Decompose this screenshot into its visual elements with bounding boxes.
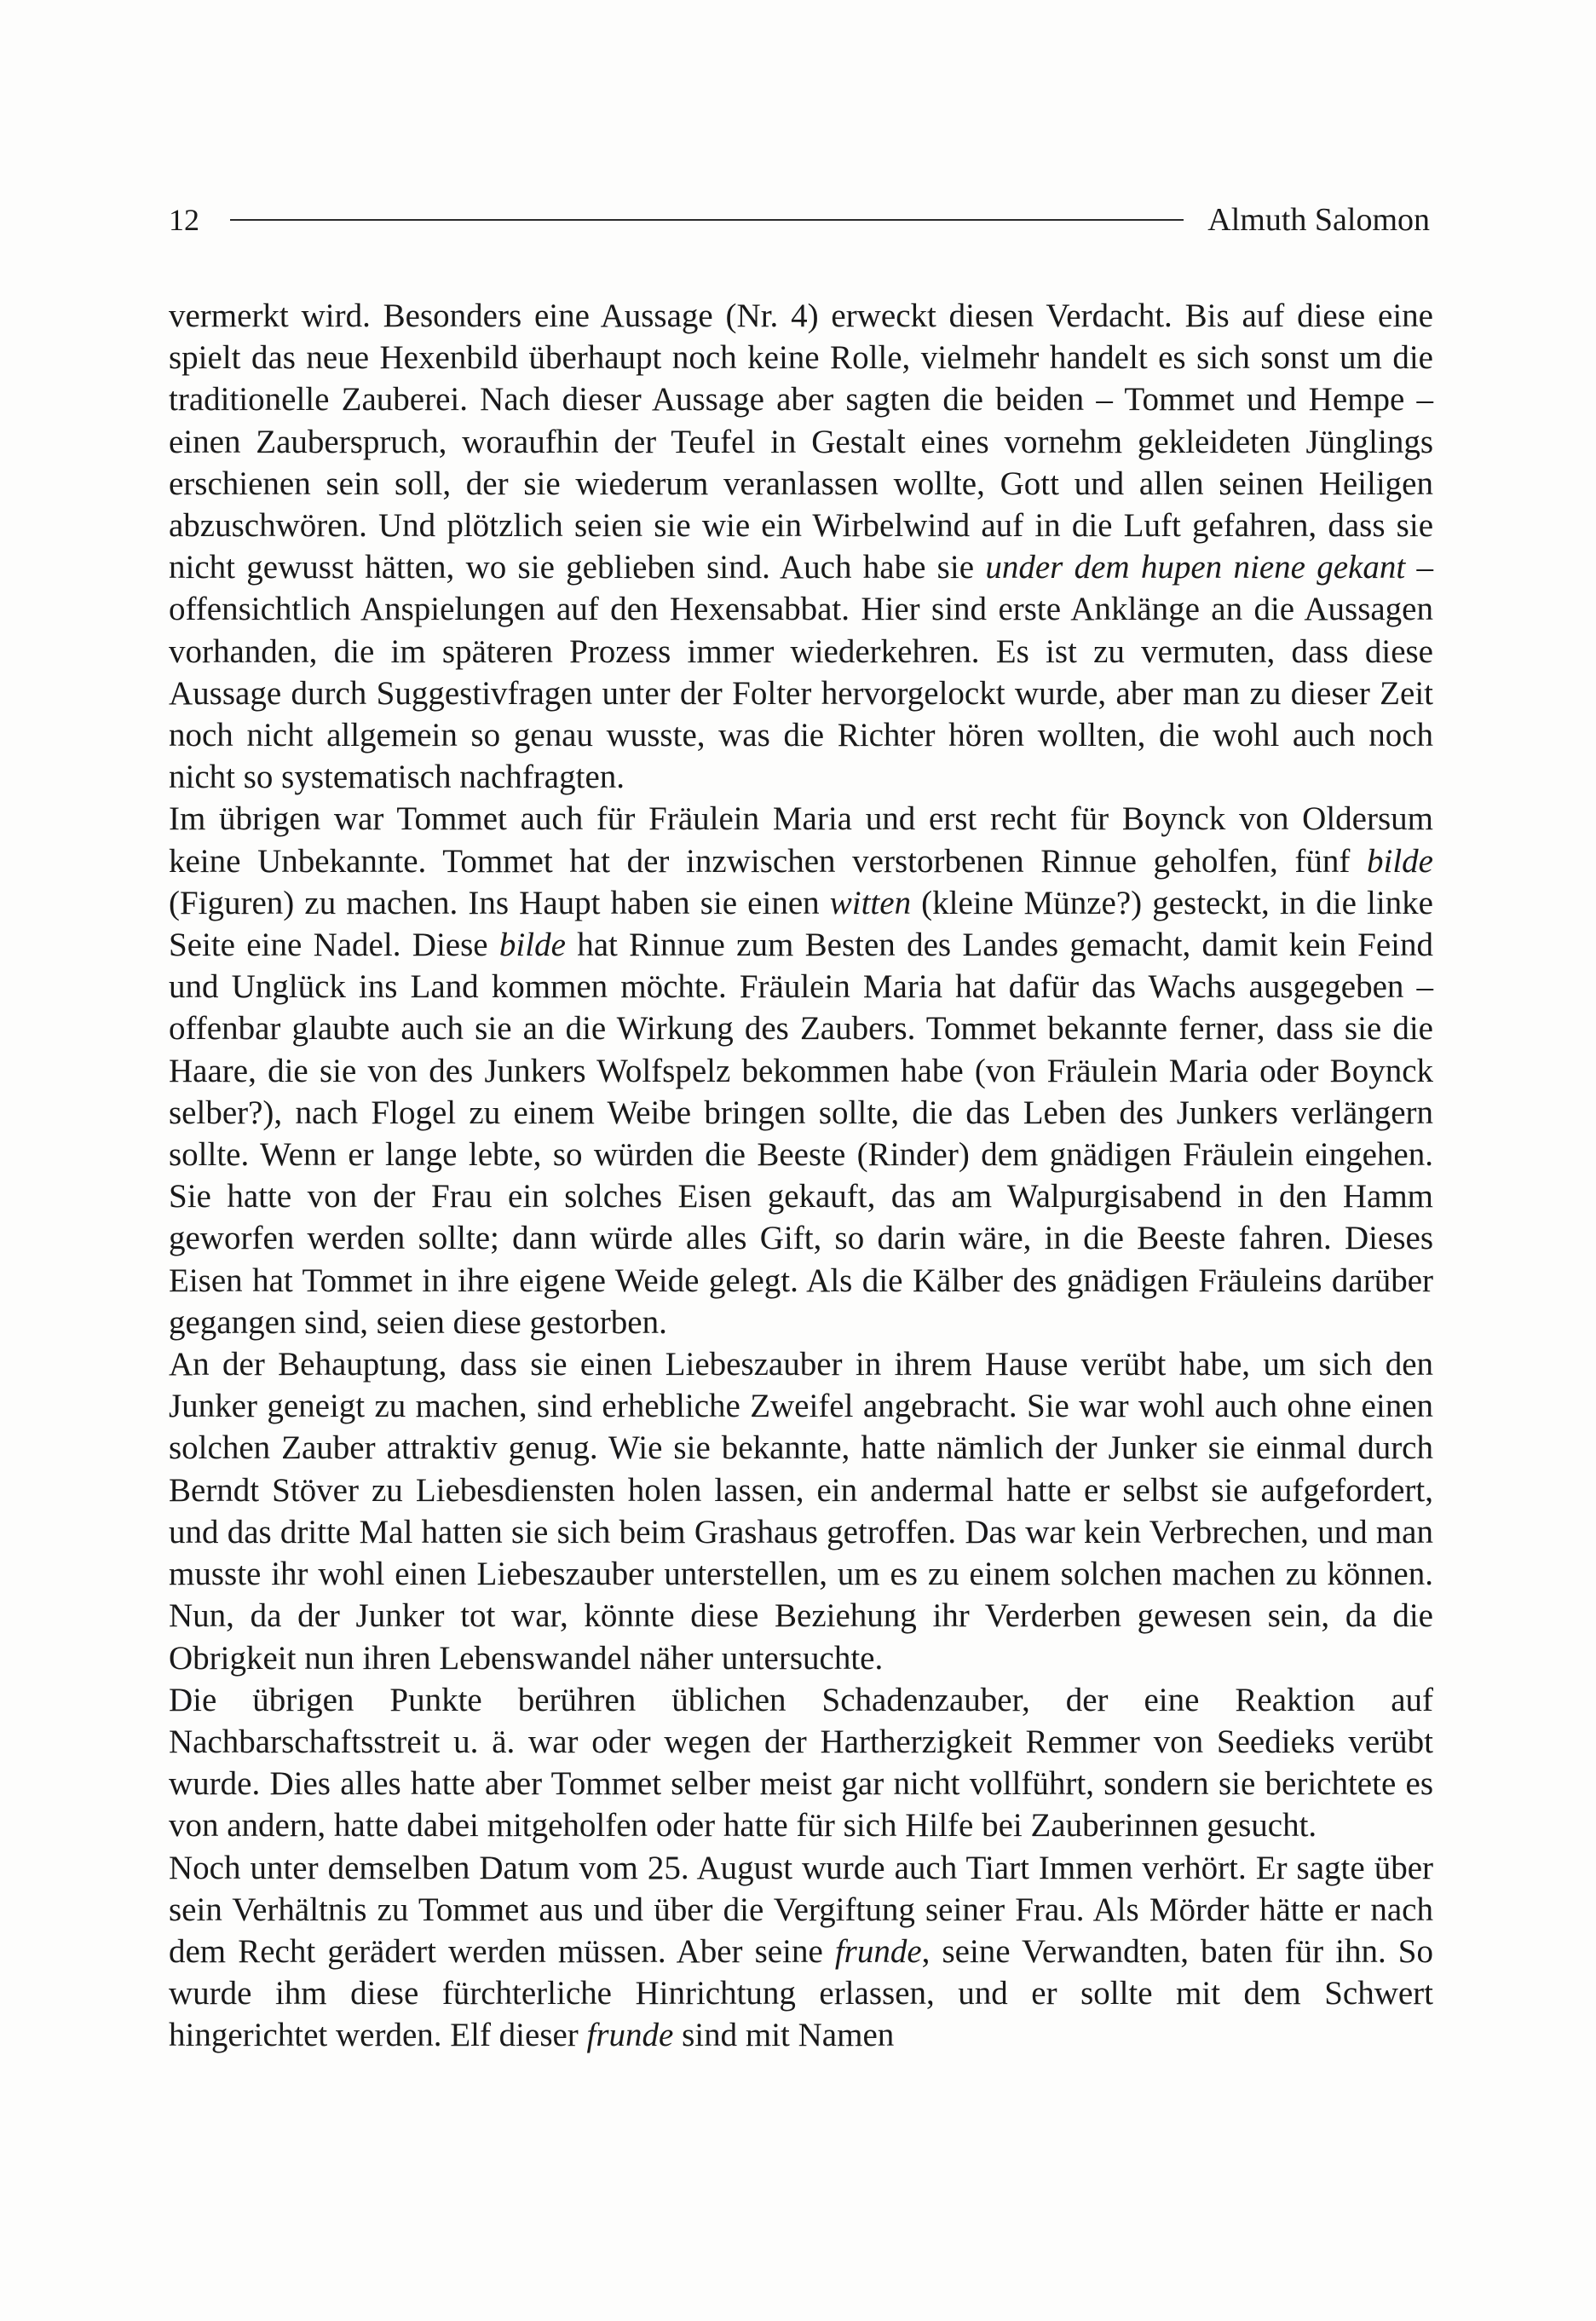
text-run: (Figuren) zu machen. Ins Haupt haben sie einen <box>169 884 830 921</box>
header-rule <box>230 219 1184 221</box>
text-run: Im übrigen war Tommet auch für Fräulein Maria und erst recht für Boynck von Oldersum keine Unbekannte. Tommet hat der inzwischen verstorbenen Rinnue geholfen, fünf <box>169 800 1433 880</box>
text-run: Noch unter demselben Datum vom 25. August wurde auch Tiart Immen verhört. Er sagte über sein Verhältnis zu Tommet aus und über die Vergiftung seiner Frau. Als Mörder hätte er nach dem Recht gerädert werden müssen. Aber seine <box>169 1849 1433 1970</box>
italic-term: bilde <box>1367 842 1433 880</box>
text-run: sind mit Namen <box>673 2017 895 2054</box>
text-run: vermerkt wird. Besonders eine Aussage (Nr. 4) erweckt diesen Verdacht. Bis auf diese eine spielt das neue Hexenbild überhaupt noch keine Rolle, vielmehr handelt es sich sonst um die traditionelle Zauberei. Nach dieser Aussage aber sagten die beiden – Tommet und Hempe – einen Zauberspruch, woraufhin der Teufel in Gestalt eines vornehm gekleideten Jünglings erschienen sein soll, der sie wiederum veranlassen wollte, Gott und allen seinen Heiligen abzuschwören. Und plötzlich seien sie wie ein Wirbelwind auf in die Luft gefahren, dass sie nicht gewusst hätten, wo sie geblieben sind. Auch habe sie <box>169 297 1433 586</box>
running-header <box>169 194 1430 245</box>
page-number: 12 <box>169 203 199 237</box>
italic-term: witten <box>829 884 912 921</box>
paragraph-3 <box>169 1343 1433 1679</box>
running-author: Almuth Salomon <box>1207 202 1430 238</box>
text-run: hat Rinnue zum Besten des Landes gemacht, damit kein Feind und Unglück ins Land kommen möchte. Fräulein Maria hat dafür das Wachs ausgegeben – offenbar glaubte auch sie an die Wirkung des Zaubers. Tommet bekannte ferner, dass sie die Haare, die sie von des Junkers Wolfspelz bekommen habe (von Fräulein Maria oder Boynck selber?), nach Flogel zu einem Weibe bringen sollte, die das Leben des Junkers verlängern sollte. Wenn er lange lebte, so würden die Beeste (Rinder) dem gnädigen Fräulein eingehen. Sie hatte von der Frau ein solches Eisen gekauft, das am Walpurgisabend in den Hamm geworfen werden sollte; dann würde alles Gift, so darin wäre, in die Beeste fahren. Dieses Eisen hat Tommet in ihre eigene Weide gelegt. Als die Kälber des gnädigen Fräuleins darüber gegangen sind, seien diese gestorben. <box>169 927 1433 1341</box>
paragraph-2 <box>169 798 1433 1343</box>
italic-phrase: under dem hupen niene gekant <box>985 549 1406 586</box>
text-run: (kleine Münze?) gesteckt, in die linke Seite eine Nadel. Diese <box>169 884 1433 964</box>
text-run: , seine Verwandten, baten für ihn. So wurde ihm diese fürchterliche Hinrichtung erlassen, und er sollte mit dem Schwert hingerichtet werden. Elf dieser <box>169 1932 1433 2054</box>
body-text <box>169 295 1433 2057</box>
italic-term: bilde <box>498 927 566 964</box>
italic-term: frunde <box>834 1932 922 1970</box>
text-run: An der Behauptung, dass sie einen Liebeszauber in ihrem Hause verübt habe, um sich den Junker geneigt zu machen, sind erhebliche Zweifel angebracht. Sie war wohl auch ohne einen solchen Zauber attraktiv genug. Wie sie bekannte, hatte nämlich der Junker sie einmal durch Berndt Stöver zu Liebesdiensten holen lassen, ein andermal hatte er selbst sie aufgefordert, und das dritte Mal hatten sie sich beim Grashaus getroffen. Das war kein Verbrechen, und man musste ihr wohl einen Liebeszauber unterstellen, um es zu einem solchen machen zu können. Nun, da der Junker tot war, könnte diese Beziehung ihr Verderben gewesen sein, da die Obrigkeit nun ihren Lebenswandel näher untersuchte. <box>169 1346 1433 1677</box>
text-run: Die übrigen Punkte berühren üblichen Schadenzauber, der eine Reaktion auf Nachbarschaftsstreit u. ä. war oder wegen der Hartherzigkeit Remmer von Seedieks verübt wurde. Dies alles hatte aber Tommet selber meist gar nicht vollführt, sondern sie berichtete es von andern, hatte dabei mitgeholfen oder hatte für sich Hilfe bei Zauberinnen gesucht. <box>169 1681 1433 1845</box>
paragraph-4 <box>169 1679 1433 1847</box>
text-run: – offensichtlich Anspielungen auf den Hexensabbat. Hier sind erste Anklänge an die Aussagen vorhanden, die im späteren Prozess immer wiederkehren. Es ist zu vermuten, dass diese Aussage durch Suggestivfragen unter der Folter hervorgelockt wurde, aber man zu dieser Zeit noch nicht allgemein so genau wusste, was die Richter hören wollten, die wohl auch noch nicht so systematisch nachfragten. <box>169 549 1434 796</box>
italic-term: frunde <box>586 2017 674 2054</box>
paragraph-5 <box>169 1847 1433 2057</box>
paragraph-1 <box>169 295 1433 798</box>
